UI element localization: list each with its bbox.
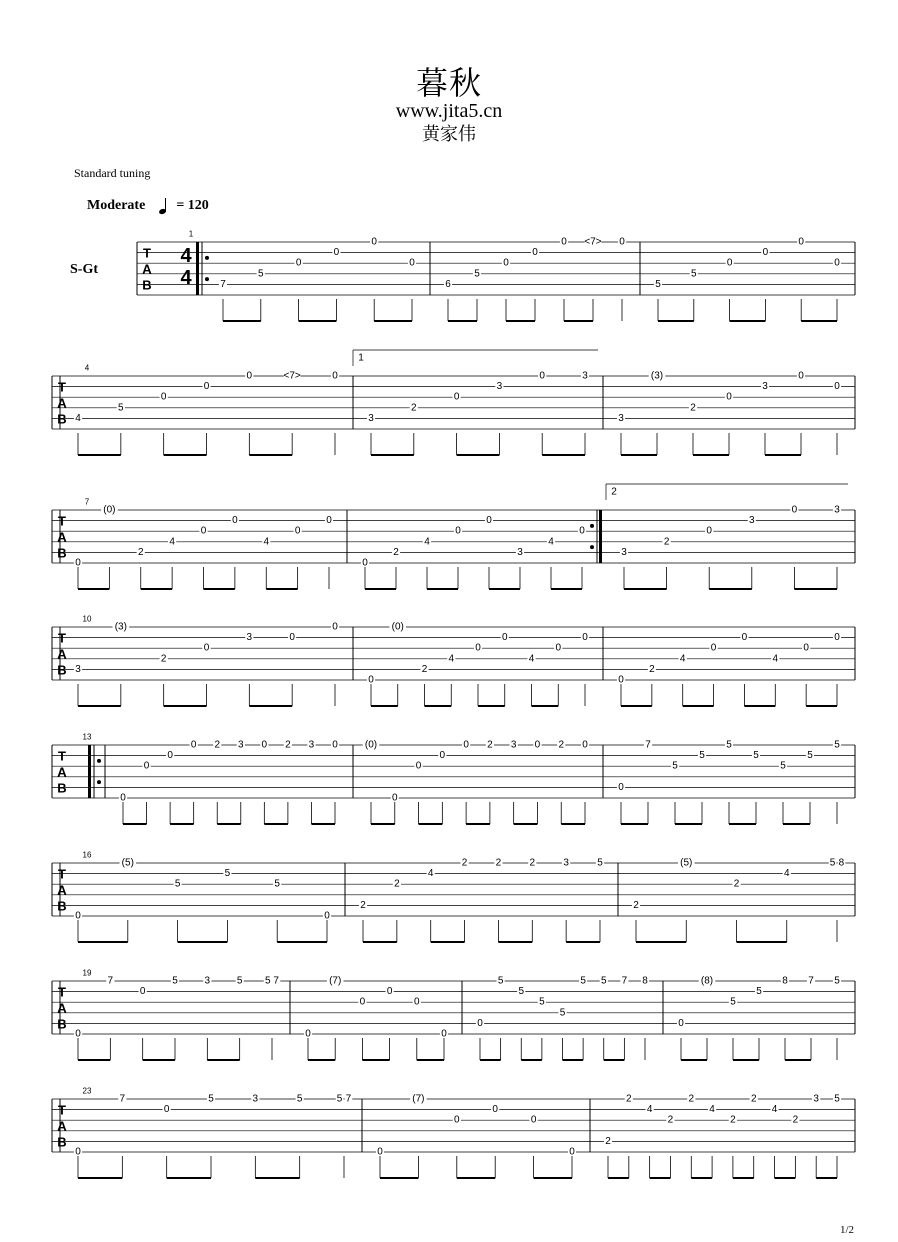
measure (654, 237, 841, 322)
fret-number: 2 (487, 739, 493, 751)
tab-system (52, 615, 855, 707)
measure-number: 19 (82, 968, 92, 978)
measure (74, 505, 333, 590)
fret-number: 0 (530, 1114, 537, 1126)
fret-number: 3 (582, 370, 588, 382)
measure (376, 1094, 576, 1179)
fret-number: 0 (834, 381, 840, 393)
measure-number: 13 (82, 732, 92, 742)
fret-number: 0 (75, 910, 81, 922)
fret-number: 8 (642, 975, 648, 987)
fret-number: 5 (559, 1007, 566, 1019)
fret-number: 7 (645, 739, 651, 751)
fret-number: (0) (391, 621, 404, 633)
tab-clef (57, 631, 67, 678)
fret-number: 0 (453, 391, 460, 403)
fret-number: 5 (672, 760, 678, 772)
fret-number: 3 (368, 412, 374, 424)
fret-number: 5 (834, 1093, 840, 1105)
fret-number: (5) (121, 857, 134, 869)
fret-number: 4 (263, 536, 270, 548)
fret-number: 4 (424, 536, 430, 548)
fret-number: 5 (236, 975, 243, 987)
fret-number: 0 (539, 370, 545, 382)
tab-clef-letter: A (142, 261, 152, 277)
fret-number: 2 (750, 1093, 757, 1105)
fret-number: 0 (332, 621, 338, 633)
fret-number: 0 (501, 632, 508, 644)
fret-number: 4 (427, 868, 434, 880)
fret-number: 0 (791, 504, 798, 516)
fret-number: 7 (107, 975, 114, 987)
fret-number: 0 (332, 370, 338, 382)
ending-bracket (353, 350, 598, 366)
fret-number: 3 (237, 739, 244, 751)
fret-number: 2 (626, 1093, 632, 1105)
fret-number: 0 (441, 1028, 447, 1040)
fret-number: 3 (510, 739, 517, 751)
song-title: 暮秋 (415, 64, 482, 102)
fret-number: 0 (477, 1017, 483, 1029)
fret-number: 3 (813, 1093, 819, 1105)
fret-number: 0 (803, 642, 809, 654)
fret-number: 0 (203, 381, 210, 393)
fret-number: 5 (753, 750, 759, 762)
fret-number: 2 (421, 663, 428, 675)
fret-number: 2 (285, 739, 291, 751)
fret-number: 4 (783, 868, 790, 880)
fret-number: 0 (324, 910, 330, 922)
fret-number: 0 (834, 632, 840, 644)
fret-number: 0 (454, 1114, 460, 1126)
fret-number: 0 (409, 257, 415, 269)
measure (632, 858, 845, 943)
fret-number: 4 (771, 1104, 778, 1116)
measure-number: 4 (84, 363, 90, 373)
fret-number: 0 (726, 391, 732, 403)
tab-system (52, 851, 855, 943)
fret-number: 0 (414, 996, 420, 1008)
fret-number: 0 (391, 792, 398, 804)
tuning-label: Standard tuning (74, 166, 151, 180)
tab-clef-letter: B (57, 411, 67, 427)
tab-clef (57, 1103, 67, 1150)
fret-number: 3 (749, 515, 755, 527)
fret-number: 8 (782, 975, 788, 987)
tab-clef-letter: B (57, 545, 67, 561)
tab-clef-letter: A (57, 646, 67, 662)
fret-number: 0 (362, 557, 368, 569)
fret-number: 5 (474, 268, 480, 280)
repeat-dot (97, 759, 101, 763)
measure (367, 371, 589, 456)
tab-clef-letter: B (57, 662, 67, 678)
fret-number: 5 (597, 857, 603, 869)
tab-system (52, 733, 855, 825)
measure (367, 622, 589, 707)
fret-number: 0 (75, 557, 81, 569)
fret-number: 2 (688, 1093, 695, 1105)
measure-number: 23 (82, 1086, 92, 1096)
repeat-dot (590, 545, 594, 549)
fret-number: 0 (203, 642, 210, 654)
fret-number: 3 (204, 975, 211, 987)
time-signature (180, 245, 192, 289)
fret-number: 0 (475, 642, 481, 654)
tab-clef-letter: A (57, 764, 67, 780)
fret-number: 2 (558, 739, 565, 751)
fret-number: 0 (463, 739, 469, 751)
fret-number: 4 (448, 653, 455, 665)
fret-number: 0 (582, 632, 588, 644)
measure (359, 858, 604, 943)
fret-number: (0) (103, 504, 116, 516)
measure-number: 10 (82, 614, 92, 624)
page-number: 1/2 (840, 1224, 855, 1236)
fret-number: 0 (798, 236, 804, 248)
measure (304, 976, 448, 1061)
tab-clef-letter: A (57, 529, 67, 545)
fret-number: 2 (667, 1114, 674, 1126)
fret-number: 5 (274, 878, 280, 890)
tab-clef (57, 985, 67, 1032)
repeat-start-bar (196, 242, 199, 295)
tab-clef (57, 514, 67, 561)
fret-number: 2 (393, 546, 399, 558)
fret-number: 4 (679, 653, 686, 665)
tab-clef-letter: B (57, 1134, 67, 1150)
fret-number: 5 (834, 739, 840, 751)
fret-number: 3 (762, 381, 768, 393)
tab-clef-letter: B (142, 277, 152, 293)
fret-number: 0 (371, 236, 377, 248)
fret-number: 3 (621, 546, 627, 558)
fret-number: 0 (439, 750, 446, 762)
fret-number: 4 (772, 653, 779, 665)
fret-number: 0 (741, 632, 748, 644)
tab-system (52, 1087, 855, 1179)
fret-number: (8) (700, 975, 714, 987)
measure (119, 740, 339, 825)
tab-clef (57, 380, 67, 427)
tab-clef-letter: B (57, 898, 67, 914)
measure (617, 632, 841, 706)
measure (74, 858, 331, 943)
fret-number: 0 (579, 525, 585, 537)
fret-number: 6 (445, 278, 451, 290)
fret-number: 2 (730, 1114, 736, 1126)
repeat-dot (590, 524, 594, 528)
ending-bracket (606, 484, 848, 500)
fret-number: 5 (600, 975, 607, 987)
fret-number: 0 (561, 236, 567, 248)
tab-clef (57, 867, 67, 914)
measure (444, 237, 626, 322)
fret-number: 0 (143, 760, 150, 772)
fret-number: 5 (780, 760, 786, 772)
measure (620, 505, 841, 590)
fret-number: 0 (294, 525, 301, 537)
fret-number: 0 (139, 986, 146, 998)
fret-number: 0 (569, 1146, 575, 1158)
fret-number: 0 (333, 247, 340, 259)
repeat-end-bar (599, 510, 602, 563)
fret-number: 0 (582, 739, 588, 751)
tab-clef (142, 246, 152, 293)
fret-number: 5 (699, 750, 705, 762)
fret-number: 2 (137, 546, 144, 558)
fret-number: 0 (305, 1028, 311, 1040)
measure (363, 740, 589, 825)
fret-number: <7> (283, 370, 301, 382)
fret-number: 3 (834, 504, 840, 516)
fret-number: 4 (169, 536, 175, 548)
measure (617, 371, 841, 456)
fret-number: 4 (548, 536, 554, 548)
fret-number: 5 (691, 268, 697, 280)
tab-clef-letter: A (57, 882, 67, 898)
tab-clef-letter: T (143, 245, 151, 261)
tab-clef-letter: T (58, 630, 66, 646)
fret-number: 3 (496, 381, 503, 393)
measure (219, 237, 416, 322)
fret-number: 0 (555, 642, 562, 654)
fret-number: 0 (486, 515, 492, 527)
fret-number: 7 (220, 278, 226, 290)
fret-number: 0 (534, 739, 541, 751)
fret-number: 2 (633, 899, 639, 911)
measure-number: 16 (82, 850, 92, 860)
measure (617, 740, 841, 825)
fret-number: 0 (492, 1104, 498, 1116)
tab-clef-letter: A (57, 395, 67, 411)
measure (361, 515, 586, 589)
fret-number: (7) (329, 975, 342, 987)
repeat-dot (97, 780, 101, 784)
fret-number: 5 (518, 986, 525, 998)
fret-number: 0 (120, 792, 126, 804)
fret-number: 5·7 (336, 1093, 352, 1105)
fret-number: 3 (246, 632, 253, 644)
fret-number: 0 (295, 257, 302, 269)
measure-number: 1 (188, 229, 194, 239)
fret-number: 0 (163, 1104, 170, 1116)
tab-clef-letter: B (57, 780, 67, 796)
fret-number: 0 (618, 781, 624, 793)
tab-clef-letter: T (58, 379, 66, 395)
measure (677, 976, 841, 1061)
tab-clef-letter: B (57, 1016, 67, 1032)
fret-number: <7> (584, 236, 602, 248)
fret-number: 2 (733, 878, 740, 890)
fret-number: 4 (709, 1104, 715, 1116)
fret-number: 5 (224, 868, 231, 880)
fret-number: 7 (621, 975, 628, 987)
fret-number: 4 (528, 653, 535, 665)
fret-number: 5 (730, 996, 736, 1008)
fret-number: 2 (461, 857, 468, 869)
fret-number: 0 (710, 642, 717, 654)
fret-number: 5 (296, 1093, 303, 1105)
measure (74, 622, 339, 707)
fret-number: 2 (605, 1135, 611, 1147)
fret-number: 2 (529, 857, 536, 869)
fret-number: 3 (563, 857, 569, 869)
repeat-dot (205, 256, 209, 260)
fret-number: 3 (618, 412, 624, 424)
fret-number: 0 (678, 1017, 684, 1029)
fret-number: 2 (394, 878, 400, 890)
fret-number: 0 (706, 525, 712, 537)
fret-number: 0 (289, 632, 295, 644)
composer-name: 黄家伟 (422, 124, 476, 145)
fret-number: (7) (412, 1093, 425, 1105)
fret-number: (3) (114, 621, 127, 633)
repeat-dot (205, 277, 209, 281)
fret-number: (3) (650, 370, 664, 382)
fret-number: 5 (580, 975, 586, 987)
fret-number: 5 (497, 975, 504, 987)
fret-number: 3 (517, 546, 523, 558)
fret-number: 0 (834, 257, 840, 269)
fret-number: 5 (834, 975, 840, 987)
fret-number: 2 (495, 857, 502, 869)
fret-number: 0 (261, 739, 268, 751)
website-label: www.jita5.cn (395, 100, 503, 122)
fret-number: 7 (808, 975, 814, 987)
measure (476, 976, 649, 1061)
tab-system (52, 969, 855, 1061)
fret-number: 0 (326, 515, 332, 527)
fret-number: 0 (532, 247, 538, 259)
ending-number: 1 (358, 352, 364, 364)
fret-number: 5 (807, 750, 813, 762)
fret-number: 3 (252, 1093, 259, 1105)
fret-number: 2 (663, 536, 670, 548)
fret-number: 5 (118, 402, 124, 414)
fret-number: 2 (649, 663, 655, 675)
fret-number: 2 (214, 739, 221, 751)
fret-number: 0 (332, 739, 338, 751)
fret-number: 0 (167, 750, 173, 762)
fret-number: 4 (646, 1104, 653, 1116)
fret-number: 3 (308, 739, 315, 751)
ending-number: 2 (611, 486, 617, 498)
tempo-label: Moderate (87, 198, 146, 213)
fret-number: 0 (377, 1146, 383, 1158)
fret-number: 0 (232, 515, 238, 527)
fret-number: 0 (798, 370, 804, 382)
fret-number: 5 (208, 1093, 214, 1105)
fret-number: 0 (368, 674, 374, 686)
time-signature-top: 4 (180, 245, 192, 267)
tab-clef-letter: A (57, 1000, 67, 1016)
fret-number: 2 (690, 402, 696, 414)
tab-system (137, 230, 855, 322)
measure (74, 1094, 352, 1179)
fret-number: 0 (762, 247, 769, 259)
fret-number: 0 (455, 525, 461, 537)
fret-number: 0 (726, 257, 733, 269)
fret-number: 5 (726, 739, 732, 751)
fret-number: 0 (386, 986, 393, 998)
fret-number: 0 (246, 370, 253, 382)
tab-clef-letter: T (58, 866, 66, 882)
fret-number: 5 (258, 268, 264, 280)
fret-number: 5 7 (265, 975, 279, 987)
fret-number: 5 (655, 278, 661, 290)
measure-number: 7 (84, 497, 90, 507)
tab-clef-letter: A (57, 1118, 67, 1134)
fret-number: 5 (172, 975, 178, 987)
tab-clef (57, 749, 67, 796)
fret-number: 7 (119, 1093, 126, 1105)
fret-number: (0) (364, 739, 378, 751)
fret-number: 2 (792, 1114, 799, 1126)
repeat-start-bar (88, 745, 91, 798)
fret-number: 0 (503, 257, 509, 269)
tab-system (52, 350, 855, 455)
fret-number: 0 (415, 760, 422, 772)
measure (604, 1094, 841, 1179)
tab-clef-letter: T (58, 748, 66, 764)
fret-number: 2 (160, 653, 167, 665)
fret-number: 0 (619, 236, 625, 248)
fret-number: 0 (200, 525, 207, 537)
fret-number: 3 (75, 663, 81, 675)
tab-clef-letter: T (58, 984, 66, 1000)
tab-clef-letter: T (58, 513, 66, 529)
instrument-label: S-Gt (70, 262, 98, 277)
fret-number: 5·8 (829, 857, 845, 869)
tempo-value: = 120 (176, 198, 209, 213)
fret-number: 0 (359, 996, 366, 1008)
fret-number: 0 (190, 739, 197, 751)
fret-number: 4 (75, 412, 81, 424)
fret-number: (5) (680, 857, 693, 869)
fret-number: 0 (75, 1146, 81, 1158)
fret-number: 5 (174, 878, 181, 890)
measure (74, 976, 280, 1061)
fret-number: 5 (539, 996, 545, 1008)
measure (74, 371, 339, 456)
fret-number: 5 (756, 986, 762, 998)
fret-number: 0 (75, 1028, 81, 1040)
fret-number: 0 (618, 674, 624, 686)
fret-number: 2 (360, 899, 366, 911)
tab-clef-letter: T (58, 1102, 66, 1118)
fret-number: 0 (160, 391, 167, 403)
tab-system (52, 484, 855, 589)
fret-number: 2 (411, 402, 417, 414)
time-signature-bottom: 4 (180, 267, 192, 289)
